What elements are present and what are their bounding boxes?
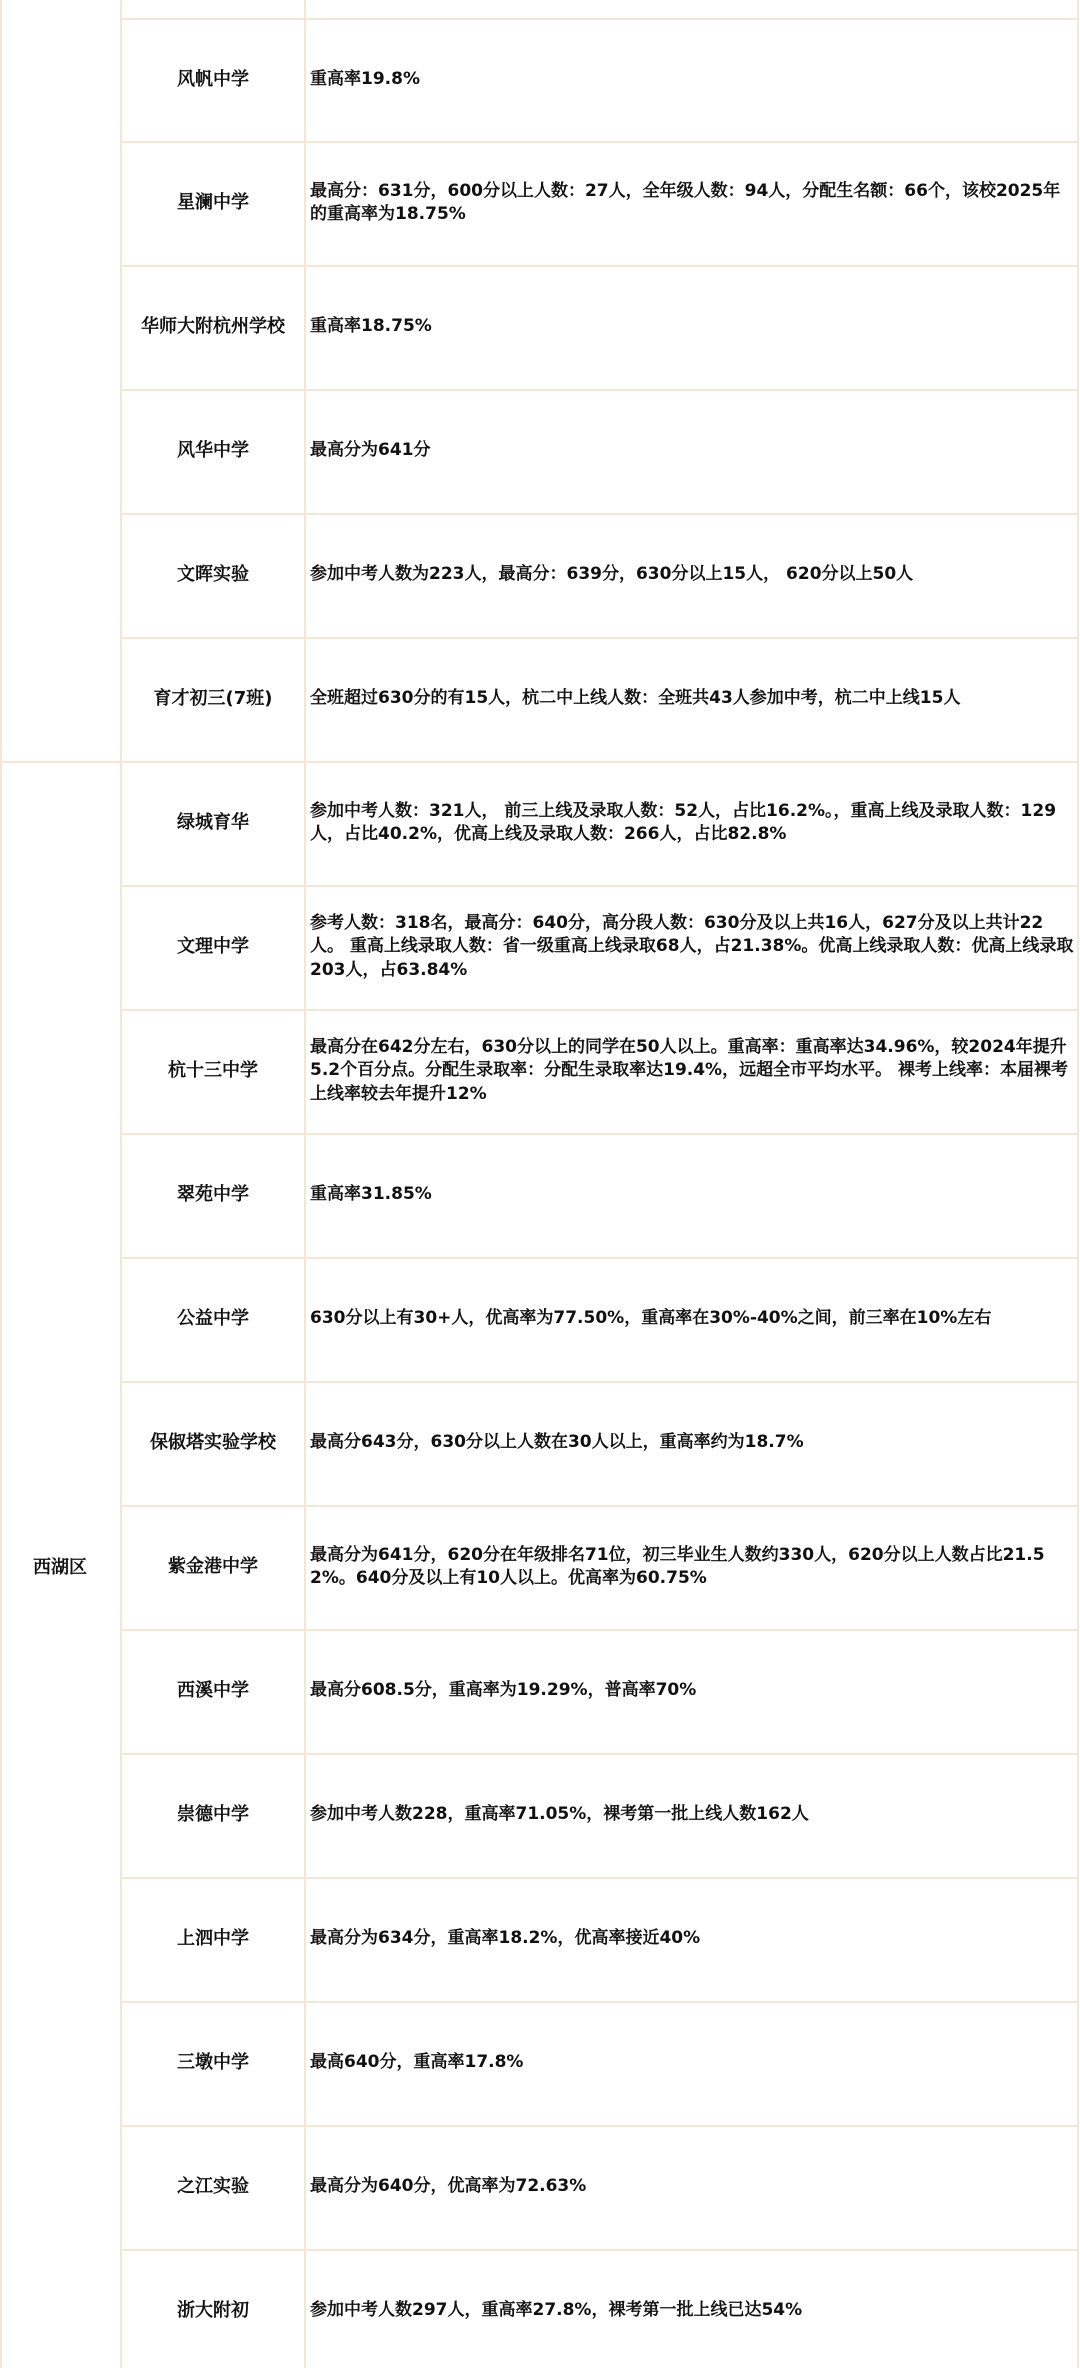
school-name-cell <box>122 515 304 635</box>
score-detail-cell <box>310 267 1075 387</box>
school-name: 文晖实验 <box>177 564 249 586</box>
score-detail-cell <box>310 639 1075 759</box>
score-detail: 参加中考人数为223人，最高分：639分，630分以上15人， 620分以上50人 <box>310 564 914 585</box>
score-detail: 全班超过630分的有15人，杭二中上线人数：全班共43人参加中考，杭二中上线15人 <box>310 688 961 709</box>
school-name-cell <box>122 1755 304 1875</box>
score-detail-cell <box>310 1755 1075 1875</box>
school-name: 紫金港中学 <box>168 1556 258 1578</box>
school-name-cell <box>122 267 304 387</box>
score-detail: 630分以上有30+人，优高率为77.50%，重高率在30%-40%之间，前三率在10%左右 <box>310 1308 992 1329</box>
score-detail-cell <box>310 20 1075 140</box>
score-detail: 参加中考人数：321人， 前三上线及录取人数：52人，占比16.2%。，重高上线及录取人数：129人，占比40.2%，优高上线及录取人数：266人，占比82.8% <box>310 800 1057 844</box>
score-detail-cell <box>310 887 1075 1007</box>
school-name-cell <box>122 1011 304 1131</box>
score-detail: 最高分在642分左右，630分以上的同学在50人以上。重高率：重高率达34.96%，较2024年提升5.2个百分点。分配生录取率：分配生录取率达19.4%，远超全市平均水平。 裸考上线率：本届裸考上线率较去年提升12% <box>310 1036 1069 1104</box>
score-detail-cell <box>310 391 1075 511</box>
school-name: 杭十三中学 <box>168 1060 258 1082</box>
score-detail: 参加中考人数297人，重高率27.8%，裸考第一批上线已达54% <box>310 2300 803 2321</box>
school-name-cell <box>122 2127 304 2247</box>
score-detail: 重高率31.85% <box>310 1184 432 1205</box>
score-detail: 最高分为640分，优高率为72.63% <box>310 2176 587 2197</box>
score-detail-cell <box>310 2127 1075 2247</box>
score-detail-cell <box>310 1383 1075 1503</box>
school-name: 风帆中学 <box>177 69 249 91</box>
score-detail: 参加中考人数228，重高率71.05%，裸考第一批上线人数162人 <box>310 1804 809 1825</box>
district-cell <box>0 763 120 2368</box>
school-name-cell <box>122 1259 304 1379</box>
school-name: 崇德中学 <box>177 1804 249 1826</box>
school-name-cell <box>122 2251 304 2371</box>
score-detail: 最高分为634分，重高率18.2%，优高率接近40% <box>310 1928 701 1949</box>
school-name-cell <box>122 887 304 1007</box>
score-detail-cell <box>310 2003 1075 2123</box>
score-detail: 最高分：631分，600分以上人数：27人，全年级人数：94人，分配生名额：66个，该校2025年的重高率为18.75% <box>310 180 1061 224</box>
score-detail-cell <box>310 515 1075 635</box>
school-name-cell <box>122 1135 304 1255</box>
school-name-cell <box>122 1383 304 1503</box>
school-name: 之江实验 <box>177 2176 249 2198</box>
score-detail-cell <box>310 1011 1075 1131</box>
school-name: 华师大附杭州学校 <box>141 316 285 338</box>
score-detail-cell <box>310 763 1075 883</box>
school-name: 三墩中学 <box>177 2052 249 2074</box>
score-detail: 最高分为641分，620分在年级排名71位，初三毕业生人数约330人，620分以上人数占比21.52%。640分及以上有10人以上。优高率为60.75% <box>310 1544 1045 1588</box>
school-name: 翠苑中学 <box>177 1184 249 1206</box>
school-name-cell <box>122 143 304 263</box>
school-name: 星澜中学 <box>177 192 249 214</box>
score-detail: 重高率18.75% <box>310 316 432 337</box>
score-detail-cell <box>310 1135 1075 1255</box>
school-name: 风华中学 <box>177 440 249 462</box>
school-name-cell <box>122 639 304 759</box>
school-name: 绿城育华 <box>177 812 249 834</box>
school-name-cell <box>122 1879 304 1999</box>
score-detail-cell <box>310 1631 1075 1751</box>
school-name-cell <box>122 763 304 883</box>
school-name-cell <box>122 1631 304 1751</box>
score-detail: 最高640分，重高率17.8% <box>310 2052 524 2073</box>
school-name-cell <box>122 2003 304 2123</box>
score-detail: 最高分为641分 <box>310 440 431 461</box>
school-name: 上泗中学 <box>177 1928 249 1950</box>
school-name: 公益中学 <box>177 1308 249 1330</box>
school-name: 育才初三(7班) <box>153 688 273 710</box>
score-detail-cell <box>310 143 1075 263</box>
score-detail: 参考人数：318名，最高分：640分，高分段人数：630分及以上共16人，627分及以上共计22人。 重高上线录取人数：省一级重高上线录取68人，占21.38%。优高上线录取人数：优高上线录取203人，占63.84% <box>310 912 1074 980</box>
table-border-right <box>1077 0 1079 2368</box>
district-name: 西湖区 <box>33 1556 87 1578</box>
score-detail-cell <box>310 2251 1075 2371</box>
score-detail: 重高率19.8% <box>310 69 420 90</box>
district-cell <box>0 0 120 761</box>
school-name: 保俶塔实验学校 <box>150 1432 276 1454</box>
score-detail: 最高分608.5分，重高率为19.29%，普高率70% <box>310 1680 697 1701</box>
school-name-cell <box>122 20 304 140</box>
school-name: 浙大附初 <box>177 2300 249 2322</box>
score-detail-cell <box>310 1259 1075 1379</box>
school-name: 西溪中学 <box>177 1680 249 1702</box>
school-name-cell <box>122 391 304 511</box>
score-detail-cell <box>310 1507 1075 1627</box>
school-name: 文理中学 <box>177 936 249 958</box>
table-column-divider <box>304 0 306 2368</box>
school-name-cell <box>122 1507 304 1627</box>
score-detail-cell <box>310 1879 1075 1999</box>
score-detail: 最高分643分，630分以上人数在30人以上，重高率约为18.7% <box>310 1432 804 1453</box>
